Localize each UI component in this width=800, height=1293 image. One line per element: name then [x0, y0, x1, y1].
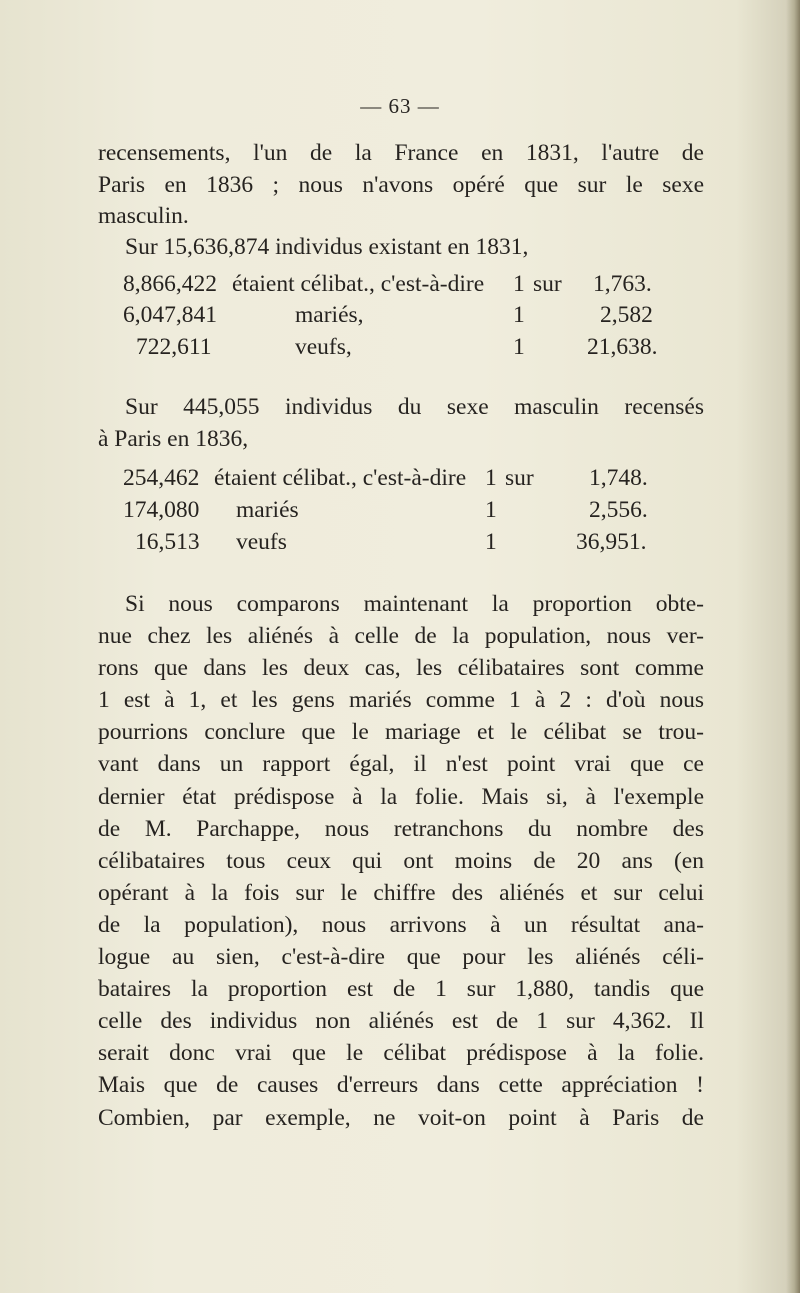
table-row	[0, 271, 800, 303]
page-number: — 63 —	[360, 94, 440, 118]
status-cell: veufs,	[295, 334, 352, 360]
text-line: dernier état prédispose à la folie. Mais si, à l'exemple	[98, 783, 704, 810]
table-row	[0, 302, 800, 334]
sur-cell: sur	[533, 271, 562, 297]
one-cell: 1	[513, 334, 525, 360]
status-cell: mariés	[236, 497, 299, 523]
text-line: de la population), nous arrivons à un résultat ana-	[98, 911, 704, 938]
text-line: Si nous comparons maintenant la proportion obte-	[125, 591, 704, 617]
text-line: Mais que de causes d'erreurs dans cette appréciation !	[98, 1072, 704, 1099]
text-line: Sur 445,055 individus du sexe masculin recensés	[125, 394, 704, 420]
count-cell: 174,080	[123, 497, 200, 523]
one-cell: 1	[513, 271, 525, 297]
text-line: pourrions conclure que le mariage et le célibat se trou-	[98, 719, 704, 746]
text-line: opérant à la fois sur le chiffre des aliénés et sur celui	[98, 879, 704, 906]
text-line: bataires la proportion est de 1 sur 1,880, tandis que	[98, 976, 704, 1003]
text-line: vant dans un rapport égal, il n'est point vrai que ce	[98, 751, 704, 778]
ratio-cell: 1,748.	[589, 465, 648, 491]
count-cell: 254,462	[123, 465, 200, 491]
one-cell: 1	[485, 465, 497, 491]
census-1831-intro	[98, 232, 704, 264]
status-cell: veufs	[236, 529, 287, 555]
text-line: Paris en 1836 ; nous n'avons opéré que sur le sexe	[98, 171, 704, 198]
one-cell: 1	[513, 302, 525, 328]
table-row	[0, 334, 800, 366]
text-line: recensements, l'un de la France en 1831, l'autre de	[98, 140, 704, 166]
text-line: Sur 15,636,874 individus existant en 1831,	[125, 234, 529, 260]
text-line: masculin.	[98, 203, 189, 229]
text-line: de M. Parchappe, nous retranchons du nombre des	[98, 815, 704, 842]
count-cell: 16,513	[135, 529, 200, 555]
ratio-cell: 1,763.	[593, 271, 652, 297]
status-cell: mariés,	[295, 302, 364, 328]
table-row	[0, 465, 800, 497]
one-cell: 1	[485, 529, 497, 555]
body-paragraph	[98, 588, 704, 1134]
count-cell: 8,866,422	[123, 271, 217, 297]
ratio-cell: 2,556.	[589, 497, 648, 523]
status-cell: étaient célibat., c'est-à-dire	[214, 465, 467, 491]
status-cell: étaient célibat., c'est-à-dire	[232, 271, 485, 297]
text-line: 1 est à 1, et les gens mariés comme 1 à 2 : d'où nous	[98, 687, 704, 714]
page-edge-shadow	[786, 0, 800, 1293]
text-line: célibataires tous ceux qui ont moins de 20 ans (en	[98, 847, 704, 874]
text-line: rons que dans les deux cas, les célibataires sont comme	[98, 655, 704, 682]
sur-cell: sur	[505, 465, 534, 491]
text-line: celle des individus non aliénés est de 1 sur 4,362. Il	[98, 1008, 704, 1035]
ratio-cell: 2,582	[600, 302, 653, 328]
text-line: logue au sien, c'est-à-dire que pour les aliénés céli-	[98, 944, 704, 971]
ratio-cell: 21,638.	[587, 334, 658, 360]
text-line: Combien, par exemple, ne voit-on point à Paris de	[98, 1104, 704, 1131]
ratio-cell: 36,951.	[576, 529, 647, 555]
text-line: serait donc vrai que le célibat prédispose à la folie.	[98, 1040, 704, 1067]
intro-paragraph	[98, 138, 704, 233]
text-line: à Paris en 1836,	[98, 425, 249, 452]
count-cell: 722,611	[136, 334, 212, 360]
census-1836-intro	[98, 392, 704, 455]
table-row	[0, 529, 800, 561]
count-cell: 6,047,841	[123, 302, 217, 328]
text-line: nue chez les aliénés à celle de la population, nous ver-	[98, 623, 704, 650]
table-row	[0, 497, 800, 529]
one-cell: 1	[485, 497, 497, 523]
